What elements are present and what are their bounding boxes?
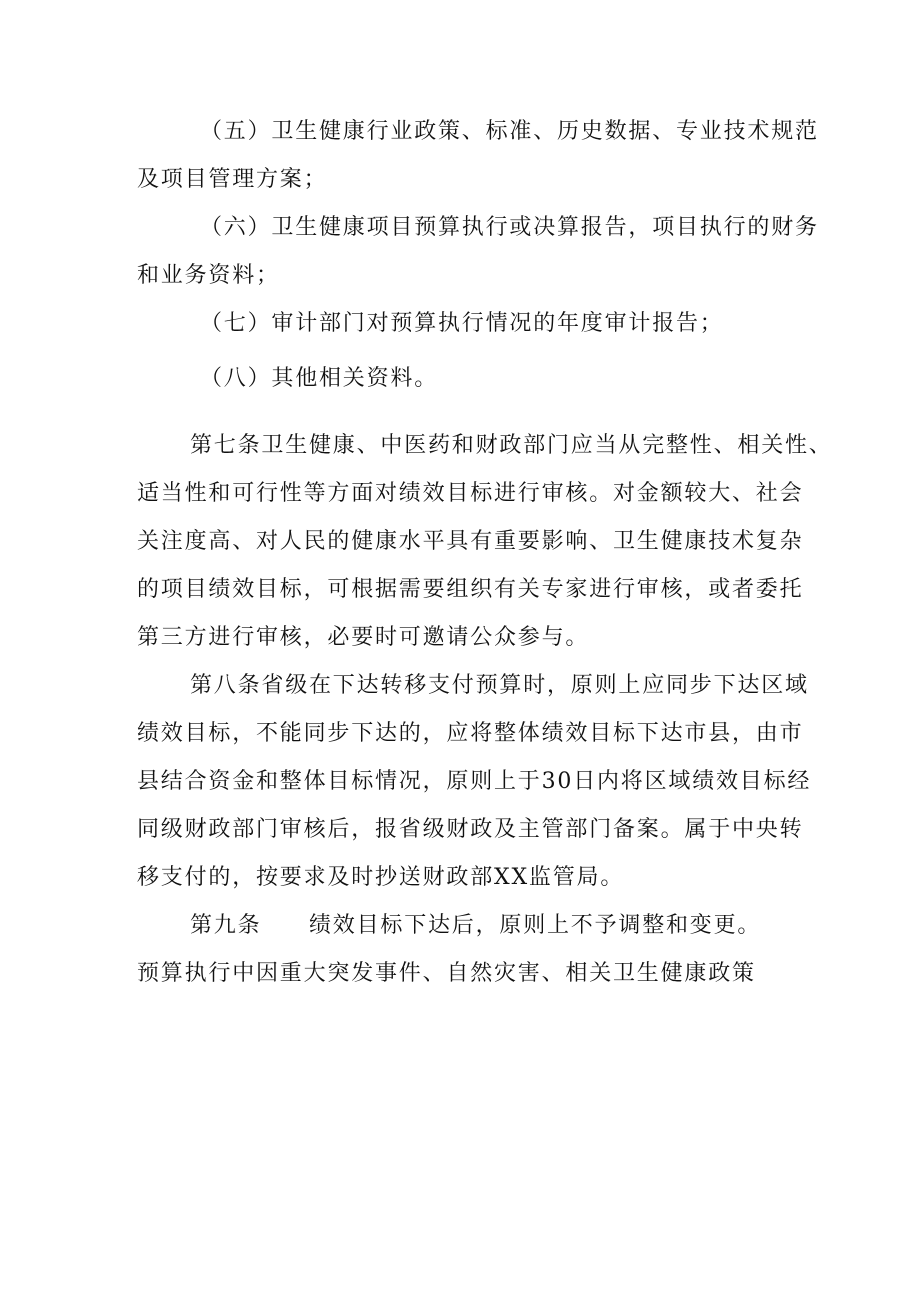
article-9-line-2: 预算执行中因重大突发事件、自然灾害、相关卫生健康政策: [137, 961, 756, 986]
article-8-line-4: 同级财政部门审核后，报省级财政及主管部门备案。属于中央转: [137, 817, 804, 842]
item-7-line: （七）审计部门对预算执行情况的年度审计报告；: [200, 311, 724, 336]
article-8-line-1: 第八条省级在下达转移支付预算时，原则上应同步下达区域: [190, 673, 809, 698]
article-8-line-2: 绩效目标，不能同步下达的，应将整体绩效目标下达市县，由市: [137, 721, 804, 746]
item-5-line-1: （五）卫生健康行业政策、标准、历史数据、专业技术规范: [200, 119, 819, 144]
article-8-line-5: 移支付的，按要求及时抄送财政部XX监管局。: [137, 865, 625, 890]
article-9-line-1: 第九条 绩效目标下达后，原则上不予调整和变更。: [190, 913, 762, 938]
article-7-line-2: 适当性和可行性等方面对绩效目标进行审核。对金额较大、社会: [137, 481, 804, 506]
item-6-line-2: 和业务资料；: [137, 263, 280, 288]
article-7-line-4: 的项目绩效目标，可根据需要组织有关专家进行审核，或者委托: [137, 577, 804, 602]
item-6-line-1: （六）卫生健康项目预算执行或决算报告，项目执行的财务: [200, 215, 819, 240]
article-7-line-3: 关注度高、对人民的健康水平具有重要影响、卫生健康技术复杂: [137, 529, 804, 554]
item-5-line-2: 及项目管理方案；: [137, 167, 328, 192]
article-7-line-1: 第七条卫生健康、中医药和财政部门应当从完整性、相关性、: [190, 433, 833, 458]
article-8-line-3: 县结合资金和整体目标情况，原则上于30日内将区域绩效目标经: [137, 769, 812, 794]
item-8-line: （八）其他相关资料。: [200, 366, 439, 391]
article-7-line-5: 第三方进行审核，必要时可邀请公众参与。: [137, 625, 590, 650]
